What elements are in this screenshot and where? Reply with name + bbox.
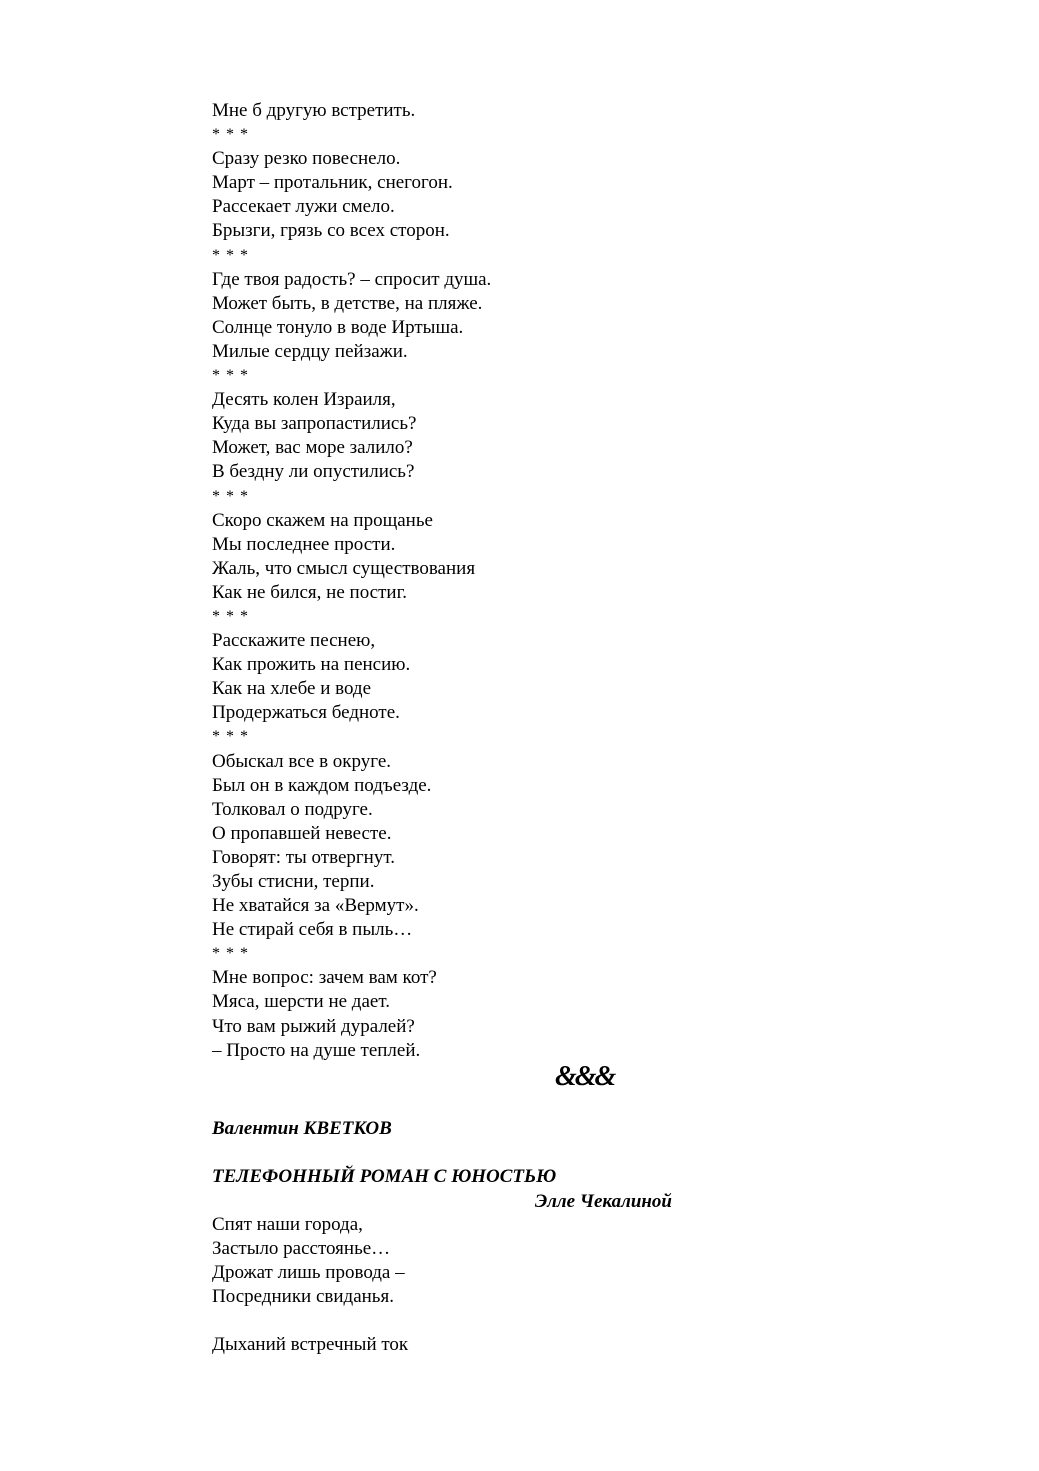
poem-line: Застыло расстоянье… [212, 1238, 391, 1260]
poem-line: Где твоя радость? – спросит душа. [212, 268, 492, 290]
poem-line: Рассекает лужи смело. [212, 196, 395, 218]
stanza-separator: * * * [212, 246, 249, 264]
poem-block [212, 99, 832, 1063]
stanza-separator: * * * [212, 607, 249, 625]
poem-line: Был он в каждом подъезде. [212, 774, 432, 796]
poem-line: Говорят: ты отвергнут. [212, 846, 395, 868]
section-ornament: &&& [555, 1061, 615, 1092]
stanza-separator: * * * [212, 126, 249, 144]
poem-title: ТЕЛЕФОННЫЙ РОМАН С ЮНОСТЬЮ [212, 1166, 557, 1187]
poem-line: Как на хлебе и воде [212, 678, 372, 700]
stanza-separator: * * * [212, 487, 249, 505]
poem-line: Куда вы запропастились? [212, 413, 417, 435]
poem-line: Спят наши города, [212, 1214, 363, 1235]
poem-line: Март – протальник, снегогон. [212, 172, 453, 194]
poem-line: Милые сердцу пейзажи. [212, 340, 408, 362]
stanza-separator: * * * [212, 728, 249, 746]
poem-line: Продержаться бедноте. [212, 702, 400, 724]
poem-line: Сразу резко повеснело. [212, 148, 401, 170]
poem-line: Расскажите песнею, [212, 630, 376, 652]
poem-line: Как не бился, не постиг. [212, 581, 407, 603]
poem-line: Дрожат лишь провода – [212, 1262, 405, 1284]
poem-line: Мяса, шерсти не дает. [212, 991, 390, 1013]
poem-line: Не хватайся за «Вермут». [212, 895, 419, 917]
poem-block-2 [212, 1213, 408, 1358]
poem-line: Как прожить на пенсию. [212, 654, 411, 676]
poem-line: Мы последнее прости. [212, 533, 396, 555]
stanza-separator: * * * [212, 945, 249, 963]
poem-line: Солнце тонуло в воде Иртыша. [212, 316, 464, 338]
poem-line: Посредники свиданья. [212, 1286, 394, 1308]
author-name: Валентин КВЕТКОВ [212, 1118, 392, 1139]
poem-line: О пропавшей невесте. [212, 822, 392, 844]
poem-line: Мне вопрос: зачем вам кот? [212, 967, 437, 989]
poem-line: Может, вас море залило? [212, 437, 413, 459]
poem-dedication: Элле Чекалиной [534, 1191, 672, 1212]
poem-line: Может быть, в детстве, на пляже. [212, 292, 483, 314]
poem-line: Мне б другую встретить. [212, 100, 416, 121]
poem-line: Брызги, грязь со всех сторон. [212, 220, 450, 242]
poem-line: Дыханий встречный ток [212, 1334, 409, 1356]
poem-line: Не стирай себя в пыль… [212, 919, 413, 941]
poem-line: Скоро скажем на прощанье [212, 509, 433, 531]
poem-line: – Просто на душе теплей. [212, 1039, 421, 1061]
poem-line: Зубы стисни, терпи. [212, 871, 375, 892]
poem-line: Что вам рыжий дуралей? [212, 1015, 415, 1037]
poem-line: Жаль, что смысл существования [212, 557, 476, 579]
stanza-gap [212, 1309, 408, 1333]
poem-line: Толковал о подруге. [212, 798, 373, 820]
poem-line: В бездну ли опустились? [212, 461, 415, 483]
poem-line: Обыскал все в округе. [212, 750, 391, 772]
stanza-separator: * * * [212, 367, 249, 385]
poem-line: Десять колен Израиля, [212, 389, 396, 411]
